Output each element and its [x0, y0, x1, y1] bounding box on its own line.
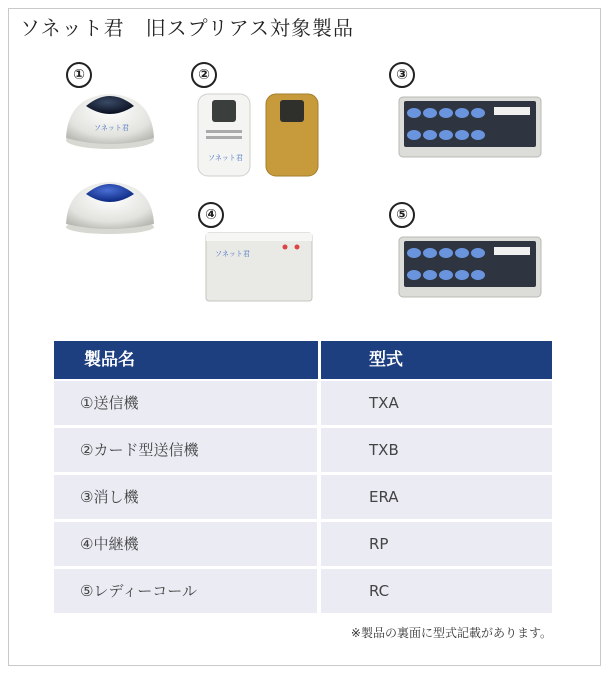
table-header — [54, 341, 552, 379]
svg-text:ソネット君: ソネット君 — [94, 124, 129, 132]
page-title: ソネット君 旧スプリアス対象製品 — [20, 16, 354, 40]
footnote: ※製品の裏面に型式記載があります。 — [350, 626, 552, 640]
table-row — [54, 522, 552, 566]
product-model: TXA — [369, 394, 399, 412]
product-model: RP — [369, 535, 389, 553]
table-row — [54, 475, 552, 519]
product-name: ①送信機 — [80, 394, 139, 412]
product-name: ⑤レディーコール — [80, 582, 197, 600]
table-row — [54, 381, 552, 425]
product-model: TXB — [369, 441, 399, 459]
svg-text:ソネット君: ソネット君 — [215, 250, 250, 258]
product-marker-3: ③ — [389, 62, 415, 88]
column-header-product-name: 製品名 — [84, 350, 135, 370]
repeater-image — [205, 232, 313, 302]
product-marker-5: ⑤ — [389, 202, 415, 228]
product-model: ERA — [369, 488, 399, 506]
product-marker-4: ④ — [198, 202, 224, 228]
product-marker-2: ② — [191, 62, 217, 88]
product-marker-1: ① — [66, 62, 92, 88]
column-header-model: 型式 — [369, 350, 403, 370]
product-name: ②カード型送信機 — [80, 441, 199, 459]
table-row — [54, 569, 552, 613]
product-name: ④中継機 — [80, 535, 139, 553]
product-model: RC — [369, 582, 390, 600]
ready-call-image — [398, 236, 542, 298]
transmitter-image — [60, 84, 160, 234]
column-divider — [318, 341, 321, 379]
product-name: ③消し機 — [80, 488, 139, 506]
card-transmitter-image — [196, 92, 320, 178]
eraser-unit-image — [398, 96, 542, 158]
table-row — [54, 428, 552, 472]
svg-text:ソネット君: ソネット君 — [208, 154, 243, 162]
